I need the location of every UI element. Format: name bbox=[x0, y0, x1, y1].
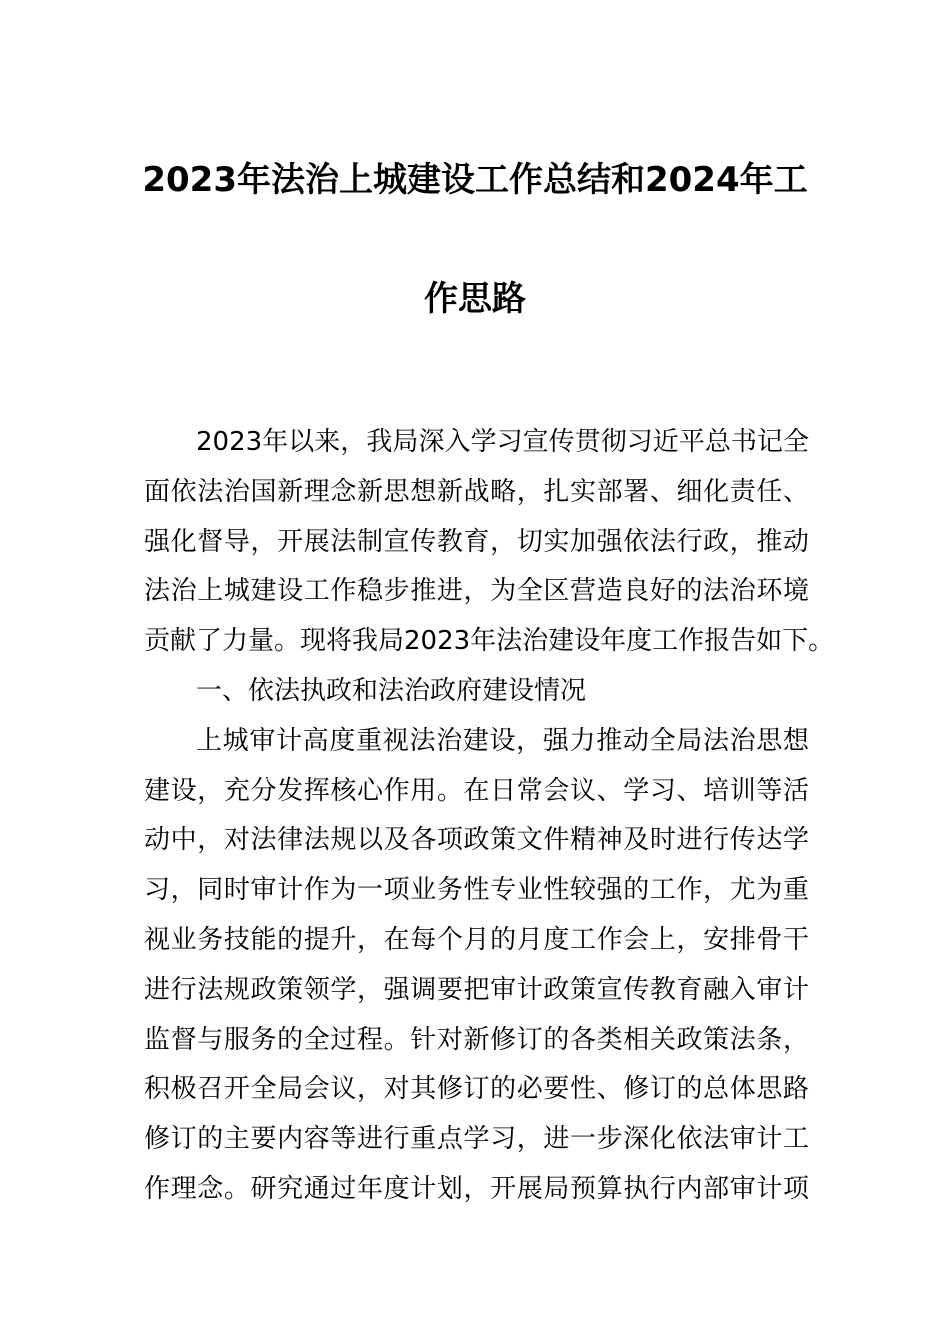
paragraph-line: 面依法治国新理念新思想新战略，扎实部署、细化责任、 bbox=[144, 476, 809, 507]
paragraph-line: 作理念。研究通过年度计划，开展局预算执行内部审计项 bbox=[144, 1173, 809, 1204]
paragraph-line: 贡献了力量。现将我局2023年法治建设年度工作报告如下。 bbox=[144, 626, 835, 657]
paragraph-line: 监督与服务的全过程。针对新修订的各类相关政策法条， bbox=[144, 1024, 809, 1055]
paragraph-line: 动中，对法律法规以及各项政策文件精神及时进行传达学 bbox=[144, 825, 809, 856]
paragraph-line: 视业务技能的提升，在每个月的月度工作会上，安排骨干 bbox=[144, 924, 809, 955]
section-heading: 一、依法执政和法治政府建设情况 bbox=[196, 675, 587, 706]
paragraph-line: 上城审计高度重视法治建设，强力推动全局法治思想 bbox=[196, 725, 809, 756]
paragraph-line: 积极召开全局会议，对其修订的必要性、修订的总体思路 bbox=[144, 1074, 809, 1105]
document-body bbox=[144, 418, 835, 1215]
paragraph-line: 习，同时审计作为一项业务性专业性较强的工作，尤为重 bbox=[144, 875, 809, 906]
paragraph-line: 强化督导，开展法制宣传教育，切实加强依法行政，推动 bbox=[144, 526, 809, 557]
paragraph-line: 修订的主要内容等进行重点学习，进一步深化依法审计工 bbox=[144, 1124, 809, 1155]
paragraph-line: 建设，充分发挥核心作用。在日常会议、学习、培训等活 bbox=[144, 775, 809, 806]
document-title-line-2: 作思路 bbox=[424, 279, 526, 319]
paragraph-line: 2023年以来，我局深入学习宣传贯彻习近平总书记全 bbox=[196, 427, 809, 457]
document-title-line-1: 2023年法治上城建设工作总结和2024年工 bbox=[142, 160, 808, 200]
paragraph-line: 法治上城建设工作稳步推进，为全区营造良好的法治环境 bbox=[144, 576, 809, 607]
paragraph-line: 进行法规政策领学，强调要把审计政策宣传教育融入审计 bbox=[144, 974, 809, 1005]
